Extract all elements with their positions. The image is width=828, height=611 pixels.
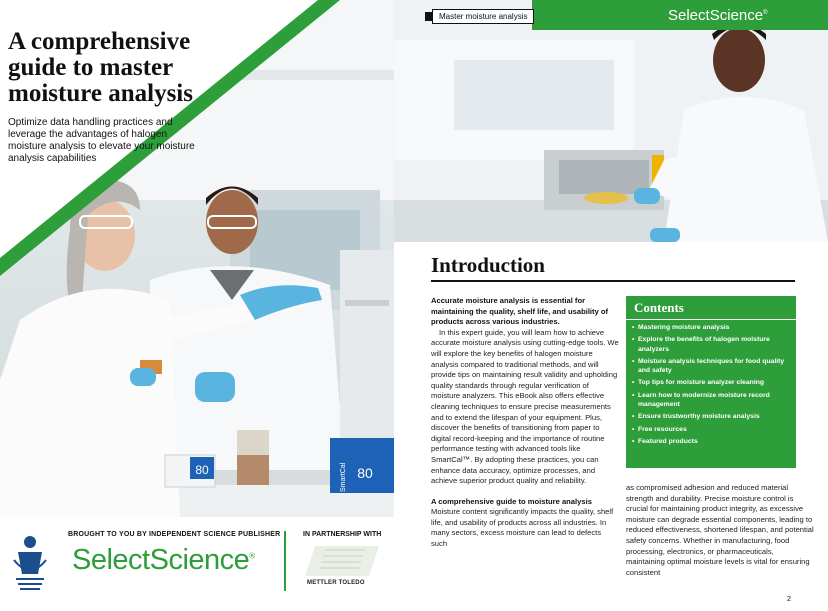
contents-item[interactable]: • Featured products [632,437,790,446]
contents-item[interactable]: • Learn how to modernize moisture record management [632,391,790,410]
selectscience-logo-text: SelectScience [72,544,250,576]
intro-lead: Accurate moisture analysis is essential for maintaining the quality, shelf life, and usability of products across various industries. [431,296,609,327]
cover-page [0,0,394,611]
introduction-page [394,0,828,611]
queens-award-icon [10,530,50,594]
contents-item[interactable]: • Top tips for moisture analyzer cleaning [632,378,790,387]
intro-body: In this expert guide, you will learn how to achieve accurate moisture analysis using cutting-edge tools. We will explore the key benefits of halogen moisture analysis compared to traditional methods, and will provide tips on maintaining result validity and upholding quality standards through regular verification of moisture analyzers. This eBook also offers effective cleaning techniques to ensure precise measurements and to extend the lifespan of your equipment. Plus, discover the benefits of transitioning from paper to digital record-keeping and the importance of routine performance testing with advanced tools like SmartCal™. By adopting these practices, you can enhance data accuracy, optimize processes, and achieve superior product quality and reliability. [431,327,619,486]
contents-item[interactable]: • Moisture analysis techniques for food quality and safety [632,357,790,376]
box-brand: SmartCal [340,462,347,492]
cover-title: A comprehensive guide to master moisture analysis [8,28,193,107]
brought-by-label: BROUGHT TO YOU BY INDEPENDENT SCIENCE PUBLISHER [68,531,281,538]
contents-box [626,296,796,468]
box-number-1: 80 [195,463,209,477]
section-tag: Master moisture analysis [432,9,534,24]
contents-item[interactable]: • Ensure trustworthy moisture analysis [632,412,790,421]
subheading-guide: A comprehensive guide to moisture analysis [431,496,592,506]
mettler-toledo-logo-icon [305,546,379,594]
introduction-heading: Introduction [431,253,545,277]
contents-item[interactable]: • Mastering moisture analysis [632,323,790,332]
header-logo-text: SelectScience [668,7,764,24]
header-selectscience-logo: SelectScience® [668,7,768,24]
mettler-toledo-logo-text: METTLER TOLEDO [307,580,365,586]
intro-column-1 [431,296,619,550]
cover-subtitle: Optimize data handling practices and leverage the advantages of halogen moisture analysis to elevate your moisture analysis capabilities [8,117,195,164]
page-number: 2 [787,596,791,603]
contents-item[interactable]: • Explore the benefits of halogen moisture analyzers [632,335,790,354]
contents-item[interactable]: • Free resources [632,425,790,434]
guide-body: Moisture content significantly impacts the quality, shelf life, and usability of products across all industries. In many sectors, excess moisture can lead to defects such [431,507,614,549]
heading-rule [431,280,795,282]
selectscience-logo: SelectScience® [72,544,255,576]
lab-scientist-photo [394,0,828,242]
divider-line [284,531,286,591]
contents-title: Contents [626,296,796,320]
box-number-2: 80 [357,465,373,481]
partnership-label: IN PARTNERSHIP WITH [303,531,382,538]
intro-column-2: as compromised adhesion and reduced material strength and durability. Precise moisture control is crucial for maintaining product integrity, as excessive moisture can degrade essential components, leading to reduced effectiveness, shortened lifespan, and potential safety concerns. Whether in manufacturing, food processing, electronics, or pharmaceuticals, maintaining optimal moisture levels is vital for ensuring consistent [626,483,814,577]
